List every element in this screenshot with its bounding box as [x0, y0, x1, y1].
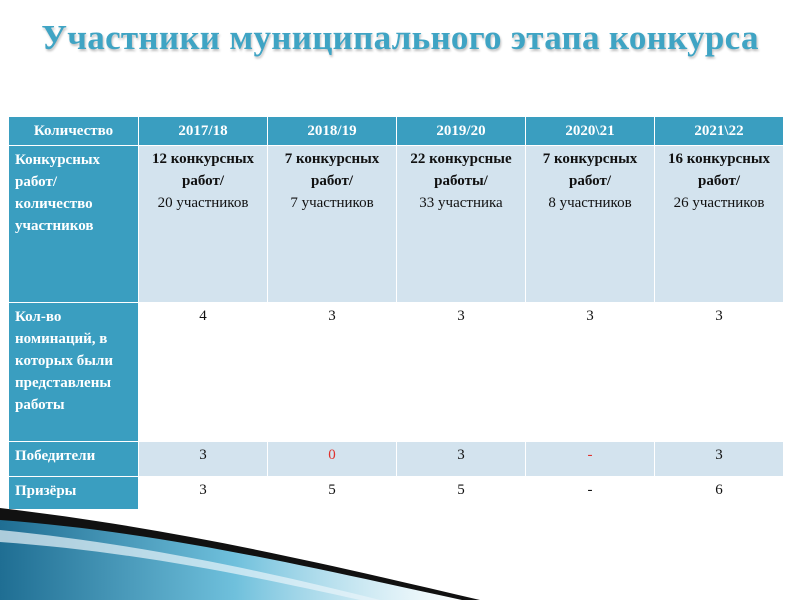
- table-cell: 6: [655, 477, 784, 510]
- table-cell: 3: [655, 442, 784, 477]
- column-header: 2021\22: [655, 117, 784, 146]
- table-cell: -: [526, 477, 655, 510]
- column-header: Количество: [9, 117, 139, 146]
- swoosh-fill: [0, 518, 470, 600]
- table-cell: 3: [397, 442, 526, 477]
- cell-participants: 33 участника: [419, 195, 503, 211]
- row-label: Кол-во номинаций, в которых были представлены работы: [9, 303, 139, 442]
- cell-works: 16 конкурсных работ/: [667, 151, 771, 189]
- table-row: [9, 146, 784, 303]
- row-label: Победители: [9, 442, 139, 477]
- page-title: Участники муниципального этапа конкурса: [41, 18, 759, 57]
- column-header: 2017/18: [139, 117, 268, 146]
- table-cell: 3: [655, 303, 784, 442]
- cell-participants: 20 участников: [157, 195, 249, 211]
- table-cell: 3: [139, 442, 268, 477]
- table-cell: 3: [526, 303, 655, 442]
- cell-works: 22 конкурсные работы/: [410, 151, 512, 189]
- table-cell: [268, 146, 397, 303]
- cell-participants: 8 участников: [548, 195, 632, 211]
- swoosh-highlight: [0, 530, 380, 600]
- table-cell: 4: [139, 303, 268, 442]
- table-cell: 0: [268, 442, 397, 477]
- cell-participants: 7 участников: [290, 195, 374, 211]
- table-row: [9, 303, 784, 442]
- cell-participants: 26 участников: [673, 195, 765, 211]
- table-cell: [526, 146, 655, 303]
- table-cell: 3: [139, 477, 268, 510]
- table-row: [9, 477, 784, 510]
- table-cell: 5: [397, 477, 526, 510]
- table-cell: 3: [268, 303, 397, 442]
- row-label: Конкурсных работ/количество участников: [9, 146, 139, 303]
- column-header: 2019/20: [397, 117, 526, 146]
- table-cell: [397, 146, 526, 303]
- cell-works: 12 конкурсных работ/: [151, 151, 255, 189]
- table-cell: 5: [268, 477, 397, 510]
- column-header: 2018/19: [268, 117, 397, 146]
- table-header-row: [9, 117, 784, 146]
- table-cell: -: [526, 442, 655, 477]
- participants-table: [8, 116, 784, 510]
- cell-works: 7 конкурсных работ/: [284, 151, 380, 189]
- cell-works: 7 конкурсных работ/: [542, 151, 638, 189]
- table-cell: 3: [397, 303, 526, 442]
- table-cell: [655, 146, 784, 303]
- table-cell: [139, 146, 268, 303]
- column-header: 2020\21: [526, 117, 655, 146]
- swoosh-stroke: [0, 508, 480, 600]
- row-label: Призёры: [9, 477, 139, 510]
- table-row: [9, 442, 784, 477]
